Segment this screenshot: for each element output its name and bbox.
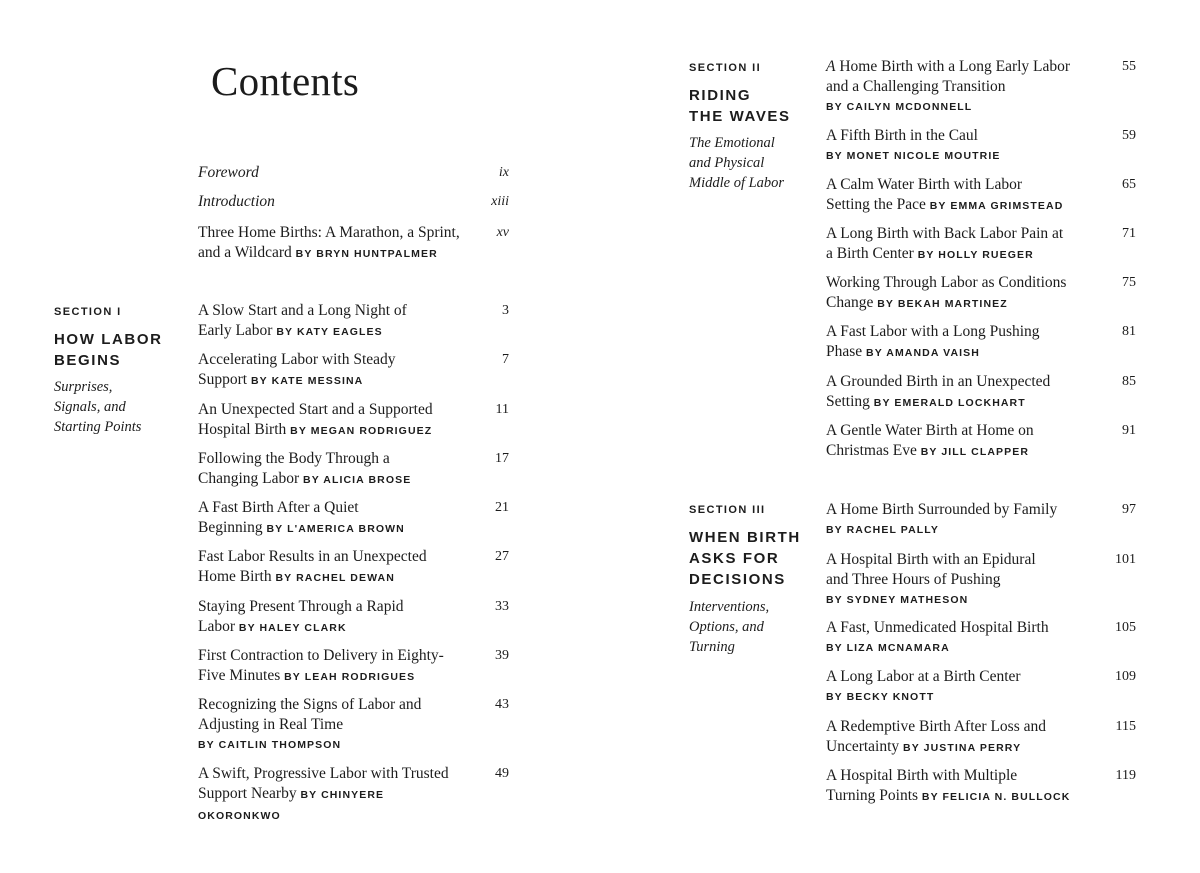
entry-title: Fast Labor Results in an Unexpected Home Birth BY RACHEL DEWAN xyxy=(198,548,427,585)
toc-entry-introduction[interactable] xyxy=(198,192,513,212)
toc-entry[interactable] xyxy=(198,301,513,342)
entry-author: BY EMERALD LOCKHART xyxy=(873,397,1026,409)
page-number: 101 xyxy=(1115,552,1136,567)
section-label: SECTION III xyxy=(689,504,766,516)
entry-title: A Hospital Birth with Multiple Turning Points BY FELICIA N. BULLOCK xyxy=(826,767,1071,804)
page-number: 119 xyxy=(1115,768,1136,783)
entry-title: Introduction xyxy=(198,193,275,210)
page-number: 49 xyxy=(495,766,509,781)
page-number: 115 xyxy=(1115,719,1136,734)
page-number: 75 xyxy=(1122,275,1136,290)
entry-author: BY EMMA GRIMSTEAD xyxy=(929,200,1064,212)
page-title: Contents xyxy=(211,58,360,104)
section-subtitle: Interventions, Options, and Turning xyxy=(689,599,770,655)
page-number: 27 xyxy=(495,549,509,564)
entry-title: A Fast Labor with a Long Pushing Phase BY AMANDA VAISH xyxy=(826,323,1040,360)
toc-entry[interactable] xyxy=(826,667,1140,707)
entry-title: A Home Birth with a Long Early Labor and a Challenging Transition BY CAILYN MCDONNELL xyxy=(826,57,1140,117)
toc-entry[interactable] xyxy=(198,547,513,588)
toc-entry[interactable] xyxy=(826,126,1140,166)
entry-author: BY LEAH RODRIGUES xyxy=(284,671,416,683)
entry-author: BY CAILYN MCDONNELL xyxy=(826,101,973,113)
section-subtitle: Surprises, Signals, and Starting Points xyxy=(54,379,142,435)
page-number: 17 xyxy=(495,451,509,466)
section-subtitle: The Emotional and Physical Middle of Labor xyxy=(689,135,785,191)
entry-title: A Swift, Progressive Labor with Trusted Support Nearby BY CHINYERE OKORONKWO xyxy=(198,765,449,822)
section-label: SECTION II xyxy=(689,62,762,74)
page-number: 105 xyxy=(1115,620,1136,635)
entry-title: First Contraction to Delivery in Eighty- Five Minutes BY LEAH RODRIGUES xyxy=(198,647,444,684)
entry-title: A Long Birth with Back Labor Pain at a Birth Center BY HOLLY RUEGER xyxy=(826,225,1064,262)
entry-title: Foreword xyxy=(198,164,259,181)
entry-author: BY RACHEL PALLY xyxy=(826,524,939,536)
toc-entry[interactable] xyxy=(826,766,1140,807)
entry-title: A Hospital Birth with an Epidural and Three Hours of Pushing BY SYDNEY MATHESON xyxy=(826,550,1140,610)
page-number: 71 xyxy=(1122,226,1136,241)
page-number: ix xyxy=(498,165,509,180)
toc-entry[interactable] xyxy=(198,646,513,687)
page-number: 33 xyxy=(495,599,509,614)
entry-author: BY BRYN HUNTPALMER xyxy=(295,248,438,260)
entry-author: BY KATE MESSINA xyxy=(250,375,364,387)
entry-author: BY KATY EAGLES xyxy=(276,326,383,338)
page-number: 21 xyxy=(495,500,509,515)
toc-entry[interactable] xyxy=(826,717,1140,758)
toc-entry[interactable] xyxy=(198,597,513,638)
toc-entry[interactable] xyxy=(826,322,1140,363)
entry-author: BY L'AMERICA BROWN xyxy=(266,523,405,535)
entry-title: Accelerating Labor with Steady Support BY KATE MESSINA xyxy=(198,351,396,388)
toc-entry[interactable] xyxy=(826,421,1140,462)
page-number: 97 xyxy=(1122,502,1136,517)
entry-title: A Home Birth Surrounded by Family BY RACHEL PALLY xyxy=(826,500,1140,540)
entry-author: BY JUSTINA PERRY xyxy=(903,742,1022,754)
page-number: 85 xyxy=(1122,374,1136,389)
entry-title: A Fast Birth After a Quiet Beginning BY L'AMERICA BROWN xyxy=(198,499,405,536)
entry-author: BY LIZA MCNAMARA xyxy=(826,642,950,654)
entry-title: A Fifth Birth in the Caul BY MONET NICOLE MOUTRIE xyxy=(826,126,1140,166)
page-number: 81 xyxy=(1122,324,1136,339)
toc-entry[interactable] xyxy=(826,618,1140,658)
entry-author: BY BECKY KNOTT xyxy=(826,691,935,703)
section-label: SECTION I xyxy=(54,306,122,318)
entry-author: BY JILL CLAPPER xyxy=(920,446,1030,458)
page-number: 7 xyxy=(502,352,509,367)
entry-title: A Long Labor at a Birth Center BY BECKY KNOTT xyxy=(826,667,1140,707)
page-number: 65 xyxy=(1122,177,1136,192)
page-number: 109 xyxy=(1115,669,1136,684)
entry-title: Following the Body Through a Changing Labor BY ALICIA BROSE xyxy=(198,450,412,487)
entry-title: A Fast, Unmedicated Hospital Birth BY LIZA MCNAMARA xyxy=(826,618,1140,658)
page-number: 43 xyxy=(495,697,509,712)
toc-entry[interactable] xyxy=(826,224,1140,265)
entry-title: Working Through Labor as Conditions Change BY BEKAH MARTINEZ xyxy=(826,274,1067,311)
page-number: 39 xyxy=(495,648,509,663)
toc-entry[interactable] xyxy=(198,498,513,539)
section-title: WHEN BIRTH ASKS FOR DECISIONS xyxy=(689,529,801,588)
entry-title: A Grounded Birth in an Unexpected Setting BY EMERALD LOCKHART xyxy=(826,373,1051,410)
entry-author: BY SYDNEY MATHESON xyxy=(826,594,969,606)
toc-entry[interactable] xyxy=(198,350,513,391)
entry-author: BY FELICIA N. BULLOCK xyxy=(921,791,1071,803)
entry-author: BY BEKAH MARTINEZ xyxy=(877,298,1008,310)
page-number: xiii xyxy=(491,194,509,209)
entry-author: BY MONET NICOLE MOUTRIE xyxy=(826,150,1001,162)
entry-title: An Unexpected Start and a Supported Hospital Birth BY MEGAN RODRIGUEZ xyxy=(198,401,433,438)
section-title: RIDING THE WAVES xyxy=(689,87,791,125)
entry-author: BY AMANDA VAISH xyxy=(866,347,980,359)
page-number: 55 xyxy=(1122,59,1136,74)
page-number: 3 xyxy=(502,303,509,318)
entry-title: A Gentle Water Birth at Home on Christmas Eve BY JILL CLAPPER xyxy=(826,422,1034,459)
toc-entry[interactable] xyxy=(826,372,1140,413)
page-number: 11 xyxy=(495,402,509,417)
toc-entry[interactable] xyxy=(198,695,513,755)
entry-title: Three Home Births: A Marathon, a Sprint, and a Wildcard BY BRYN HUNTPALMER xyxy=(198,224,460,261)
entry-title: A Redemptive Birth After Loss and Uncertainty BY JUSTINA PERRY xyxy=(826,718,1046,755)
entry-author: BY CAITLIN THOMPSON xyxy=(198,739,342,751)
toc-entry[interactable] xyxy=(826,175,1140,216)
toc-entry[interactable] xyxy=(198,764,513,826)
entry-title: Staying Present Through a Rapid Labor BY HALEY CLARK xyxy=(198,598,404,635)
toc-entry[interactable] xyxy=(198,449,513,490)
toc-entry[interactable] xyxy=(826,550,1140,610)
page-number: 91 xyxy=(1122,423,1136,438)
toc-entry[interactable] xyxy=(826,273,1140,314)
entry-author: BY MEGAN RODRIGUEZ xyxy=(290,425,433,437)
section-title: HOW LABOR BEGINS xyxy=(54,331,163,369)
toc-entry[interactable] xyxy=(826,500,1140,540)
page-number: 59 xyxy=(1122,128,1136,143)
toc-entry[interactable] xyxy=(826,57,1140,117)
entry-title: A Slow Start and a Long Night of Early Labor BY KATY EAGLES xyxy=(198,302,407,339)
entry-title: A Calm Water Birth with Labor Setting the Pace BY EMMA GRIMSTEAD xyxy=(826,176,1064,213)
entry-author: BY HOLLY RUEGER xyxy=(917,249,1034,261)
entry-author: BY ALICIA BROSE xyxy=(303,474,412,486)
page-number: xv xyxy=(496,225,509,240)
toc-entry-foreword[interactable] xyxy=(198,163,513,183)
entry-author: BY CHINYERE OKORONKWO xyxy=(198,789,385,822)
entry-author: BY HALEY CLARK xyxy=(238,622,347,634)
toc-entry[interactable] xyxy=(198,400,513,441)
toc-entry-three-home-births[interactable] xyxy=(198,223,513,264)
entry-author: BY RACHEL DEWAN xyxy=(275,572,395,584)
entry-title: Recognizing the Signs of Labor and Adjusting in Real Time BY CAITLIN THOMPSON xyxy=(198,695,513,755)
